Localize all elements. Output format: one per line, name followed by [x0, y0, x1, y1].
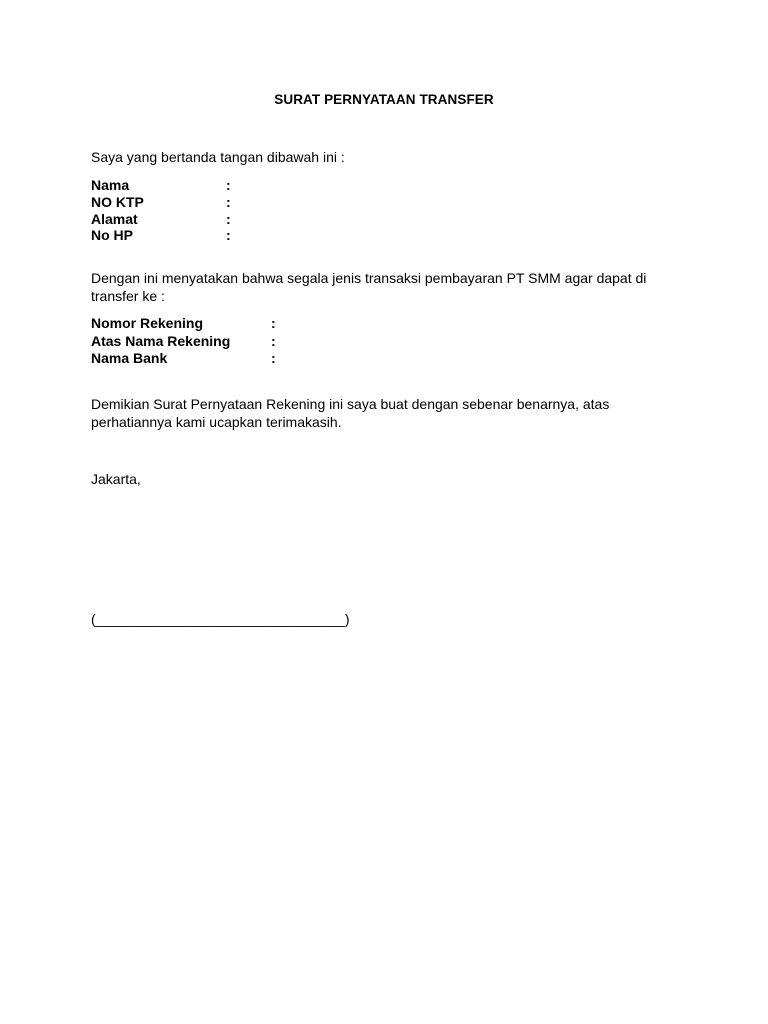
field-separator: : — [271, 332, 276, 349]
field-label: Nama Bank — [91, 350, 168, 366]
place-label: Jakarta, — [91, 471, 141, 487]
field-label: Atas Nama Rekening — [91, 332, 231, 349]
field-label: No HP — [91, 227, 133, 244]
closing-paragraph: Demikian Surat Pernyataan Rekening ini saya buat dengan sebenar benarnya, atas perhatiannya kami ucapkan terimakasih. — [91, 396, 610, 430]
document-title: SURAT PERNYATAAN TRANSFER — [274, 92, 494, 107]
field-separator: : — [271, 350, 276, 366]
field-label: NO KTP — [91, 193, 144, 210]
field-label: Alamat — [91, 210, 138, 227]
statement-paragraph: Dengan ini menyatakan bahwa segala jenis transaksi pembayaran PT SMM agar dapat di transfer ke : — [91, 270, 647, 304]
intro-paragraph: Saya yang bertanda tangan dibawah ini : — [91, 149, 345, 165]
field-separator: : — [226, 193, 231, 210]
field-separator: : — [226, 227, 231, 244]
field-label: Nama — [91, 177, 130, 193]
signature-line: (________________________________) — [91, 611, 350, 627]
field-separator: : — [226, 177, 231, 193]
field-separator: : — [226, 210, 231, 227]
field-label: Nomor Rekening — [91, 315, 204, 331]
field-separator: : — [271, 315, 276, 331]
